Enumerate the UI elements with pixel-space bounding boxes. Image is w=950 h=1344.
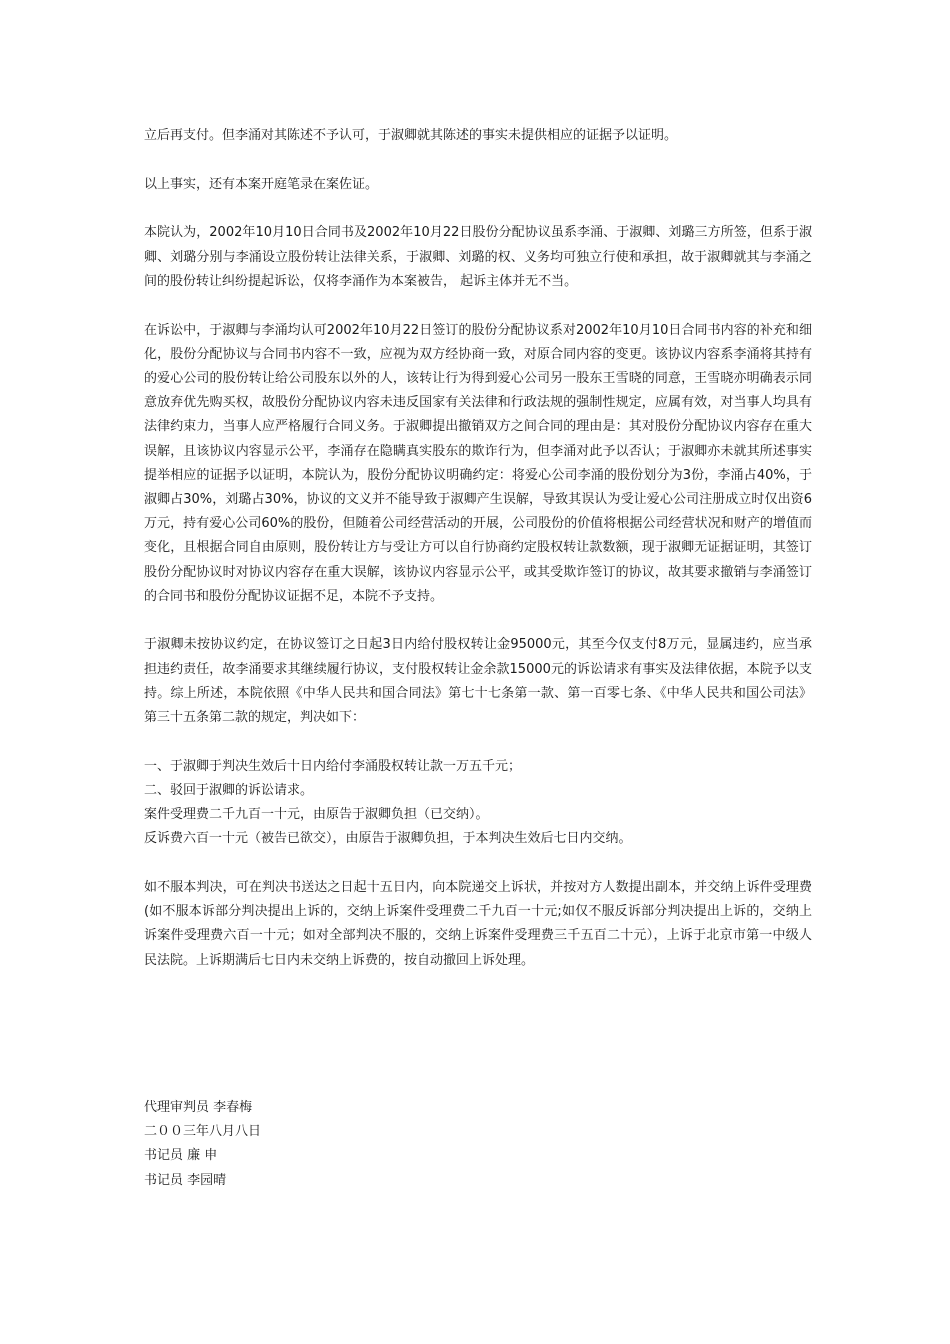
paragraph-breach-and-legal-basis: 于淑卿未按协议约定，在协议签订之日起3日内给付股权转让金95000元，其至今仅支付8万元，显属违约，应当承担违约责任，故李涌要求其继续履行协议，支付股权转让金余款15000元的诉讼请求有事实及法律依据，本院予以支持。综上所述，本院依照《中华人民共和国合同法》第七十七条第一款、第一百零七条、《中华人民共和国公司法》第三十五条第二款的规定，判决如下： bbox=[144, 637, 812, 726]
signature-line-judge: 代理审判员 李春梅 bbox=[144, 1100, 253, 1115]
verdict-item: 反诉费六百一十元（被告已欲交），由原告于淑卿负担，于本判决生效后七日内交纳。 bbox=[144, 831, 632, 847]
paragraph-court-opinion-agreement: 在诉讼中，于淑卿与李涌均认可2002年10月22日签订的股份分配协议系对2002年10月10日合同书内容的补充和细化，股份分配协议与合同书内容不一致，应视为双方经协商一致，对原合同内容的变更。该协议内容系李涌将其持有的爱心公司的股份转让给公司股东以外的人，该转让行为得到爱心公司另一股东王雪晓的同意，王雪晓亦明确表示同意放弃优先购买权，故股份分配协议内容未违反国家有关法律和行政法规的强制性规定，应属有效，对当事人均具有法律约束力，当事人应严格履行合同义务。于淑卿提出撤销双方之间合同的理由是：其对股份分配协议内容存在重大误解，且该协议内容显示公平，李涌存在隐瞒真实股东的欺诈行为，但李涌对此予以否认；于淑卿亦未就其所述事实提举相应的证据予以证明，本院认为，股份分配协议明确约定：将爱心公司李涌的股份划分为3份，李涌占40%，于淑卿占30%，刘璐占30%，协议的文义并不能导致于淑卿产生误解，导致其误认为受让爱心公司注册成立时仅出资6万元，持有爱心公司60%的股份，但随着公司经营活动的开展，公司股份的价值将根据公司经营状况和财产的增值而变化，且根据合同自由原则，股份转让方与受让方可以自行协商约定股权转让款数额，现于淑卿无证据证明，其签订股份分配协议时对协议内容存在重大误解，该协议内容显示公平，或其受欺诈签订的协议，故其要求撤销与李涌签订的合同书和股份分配协议证据不足，本院不予支持。 bbox=[144, 322, 812, 604]
paragraph-appeal-notice: 如不服本判决，可在判决书送达之日起十五日内，向本院递交上诉状，并按对方人数提出副本，并交纳上诉件受理费(如不服本诉部分判决提出上诉的，交纳上诉案件受理费二千九百一十元;如仅不服反诉部分判决提出上诉的，交纳上诉案件受理费六百一十元；如对全部判决不服的，交纳上诉案件受理费三千五百二十元），上诉于北京市第一中级人民法院。上诉期满后七日内未交纳上诉费的，按自动撤回上诉处理。 bbox=[144, 880, 812, 968]
paragraph-court-opinion-parties: 本院认为，2002年10月10日合同书及2002年10月22日股份分配协议虽系李涌、于淑卿、刘璐三方所签，但系于淑卿、刘璐分别与李涌设立股份转让法律关系，于淑卿、刘璐的权、义务均可独立行使和承担，故于淑卿就其与李涌之间的股份转让纠纷提起诉讼，仅将李涌作为本案被告， 起诉主体并无不当。 bbox=[144, 225, 812, 289]
signature-line-clerk: 书记员 李园晴 bbox=[144, 1172, 227, 1188]
judgment-document-body bbox=[144, 124, 812, 997]
verdict-item: 案件受理费二千九百一十元，由原告于淑卿负担（已交纳）。 bbox=[144, 807, 489, 823]
verdict-item: 二、驳回于淑卿的诉讼请求。 bbox=[144, 782, 314, 798]
signature-block bbox=[144, 1096, 261, 1193]
signature-line-clerk: 书记员 廉 申 bbox=[144, 1148, 218, 1164]
verdict-list bbox=[144, 755, 812, 852]
signature-line-date: 二００三年八月八日 bbox=[144, 1124, 262, 1140]
verdict-item: 一、于淑卿于判决生效后十日内给付李涌股权转让款一万五千元； bbox=[144, 758, 522, 774]
paragraph-evidence-dispute: 立后再支付。但李涌对其陈述不予认可，于淑卿就其陈述的事实未提供相应的证据予以证明。 bbox=[144, 128, 678, 143]
paragraph-facts-evidence: 以上事实，还有本案开庭笔录在案佐证。 bbox=[144, 176, 379, 192]
